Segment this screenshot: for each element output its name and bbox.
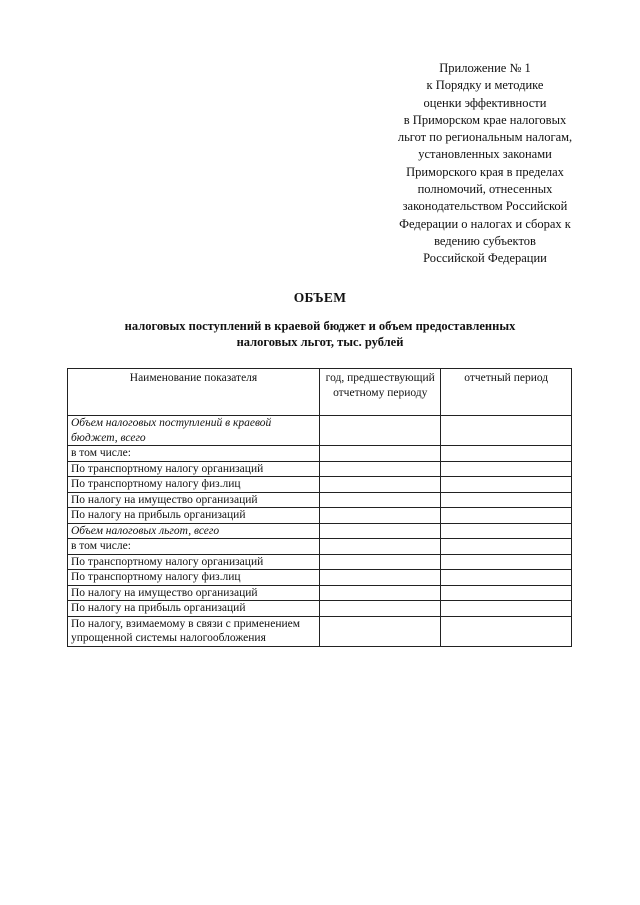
appendix-line: ведению субъектов bbox=[434, 233, 536, 248]
table-body bbox=[68, 416, 572, 647]
subtitle-line: налоговых льгот, тыс. рублей bbox=[236, 335, 404, 349]
table-row bbox=[68, 554, 572, 570]
row-reporting-period-value bbox=[441, 616, 572, 646]
row-reporting-period-value bbox=[441, 461, 572, 477]
indicators-table bbox=[67, 368, 572, 647]
row-indicator-name: в том числе: bbox=[68, 539, 320, 555]
row-reporting-period-value bbox=[441, 585, 572, 601]
row-indicator-name: По транспортному налогу организаций bbox=[68, 554, 320, 570]
row-indicator-name: По транспортному налогу организаций bbox=[68, 461, 320, 477]
table-row bbox=[68, 446, 572, 462]
header-reporting-period: отчетный период bbox=[441, 369, 572, 416]
row-reporting-period-value bbox=[441, 554, 572, 570]
row-previous-period-value bbox=[320, 616, 441, 646]
row-previous-period-value bbox=[320, 570, 441, 586]
row-reporting-period-value bbox=[441, 601, 572, 617]
row-indicator-name: Объем налоговых льгот, всего bbox=[68, 523, 320, 539]
row-indicator-name: По налогу, взимаемому в связи с применением упрощенной системы налогообложения bbox=[68, 616, 320, 646]
document-subtitle bbox=[60, 318, 580, 350]
appendix-line: установленных законами bbox=[418, 147, 552, 162]
header-indicator-name: Наименование показателя bbox=[68, 369, 320, 416]
row-indicator-name: По налогу на прибыль организаций bbox=[68, 508, 320, 524]
table-row bbox=[68, 416, 572, 446]
row-previous-period-value bbox=[320, 585, 441, 601]
table-row bbox=[68, 508, 572, 524]
table-row bbox=[68, 461, 572, 477]
subtitle-line: налоговых поступлений в краевой бюджет и объем предоставленных bbox=[124, 319, 516, 333]
row-previous-period-value bbox=[320, 539, 441, 555]
row-reporting-period-value bbox=[441, 539, 572, 555]
row-previous-period-value bbox=[320, 523, 441, 539]
appendix-line: Приморского края в пределах bbox=[406, 164, 564, 179]
row-indicator-name: По налогу на прибыль организаций bbox=[68, 601, 320, 617]
appendix-line: Приложение № 1 bbox=[439, 61, 531, 75]
row-previous-period-value bbox=[320, 492, 441, 508]
table-row bbox=[68, 616, 572, 646]
row-reporting-period-value bbox=[441, 492, 572, 508]
appendix-line: в Приморском крае налоговых bbox=[403, 112, 567, 127]
table-header-row bbox=[68, 369, 572, 416]
table-row bbox=[68, 477, 572, 493]
row-previous-period-value bbox=[320, 508, 441, 524]
row-reporting-period-value bbox=[441, 446, 572, 462]
row-indicator-name: По налогу на имущество организаций bbox=[68, 585, 320, 601]
row-previous-period-value bbox=[320, 554, 441, 570]
row-previous-period-value bbox=[320, 477, 441, 493]
row-previous-period-value bbox=[320, 416, 441, 446]
appendix-line: полномочий, отнесенных bbox=[417, 182, 553, 197]
table-row bbox=[68, 585, 572, 601]
document-title: ОБЪЕМ bbox=[293, 290, 347, 305]
row-reporting-period-value bbox=[441, 477, 572, 493]
row-indicator-name: По налогу на имущество организаций bbox=[68, 492, 320, 508]
row-reporting-period-value bbox=[441, 508, 572, 524]
row-previous-period-value bbox=[320, 446, 441, 462]
row-reporting-period-value bbox=[441, 523, 572, 539]
appendix-line: Российской Федерации bbox=[423, 251, 547, 266]
row-indicator-name: Объем налоговых поступлений в краевой бюджет, всего bbox=[68, 416, 320, 446]
table-row bbox=[68, 539, 572, 555]
row-reporting-period-value bbox=[441, 570, 572, 586]
table-row bbox=[68, 492, 572, 508]
table-row bbox=[68, 523, 572, 539]
appendix-line: законодательством Российской bbox=[402, 199, 568, 214]
row-previous-period-value bbox=[320, 601, 441, 617]
appendix-note bbox=[360, 60, 610, 268]
row-indicator-name: в том числе: bbox=[68, 446, 320, 462]
appendix-line: к Порядку и методике bbox=[426, 78, 544, 93]
appendix-line: Федерации о налогах и сборах к bbox=[399, 216, 571, 231]
appendix-line: оценки эффективности bbox=[423, 95, 547, 110]
header-previous-period: год, предшествующий отчетному периоду bbox=[320, 369, 441, 416]
table-row bbox=[68, 601, 572, 617]
row-reporting-period-value bbox=[441, 416, 572, 446]
row-previous-period-value bbox=[320, 461, 441, 477]
table-row bbox=[68, 570, 572, 586]
row-indicator-name: По транспортному налогу физ.лиц bbox=[68, 477, 320, 493]
row-indicator-name: По транспортному налогу физ.лиц bbox=[68, 570, 320, 586]
appendix-line: льгот по региональным налогам, bbox=[397, 130, 573, 145]
